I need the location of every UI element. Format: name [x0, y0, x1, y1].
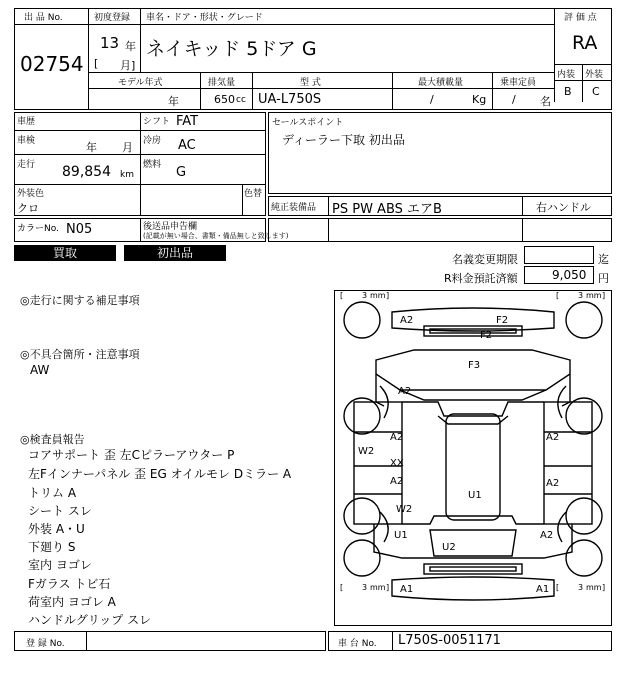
first-listing-badge: 初出品: [124, 245, 226, 261]
mileage-unit: km: [120, 170, 134, 180]
inspector-line: コアサポート 歪 左Cピラーアウター P: [28, 448, 235, 462]
blank-block: [268, 218, 612, 242]
mark-front-bumper-left: A2: [400, 315, 414, 326]
equipment-label: 純正装備品: [271, 203, 317, 213]
svg-text:[: [: [340, 291, 344, 300]
name-change-label: 名義変更期限: [452, 253, 518, 266]
tire-bl-unit: mm: [370, 583, 386, 592]
max-load-unit: Kg: [472, 93, 487, 106]
equipment-value: PS PW ABS エアB: [332, 202, 442, 217]
capacity-label: 乗車定員: [500, 78, 537, 88]
color-no-value: N05: [66, 222, 93, 237]
tire-tl-depth: 3: [362, 291, 368, 300]
svg-text:[: [: [556, 583, 560, 592]
svg-text:]: ]: [386, 583, 390, 592]
history-label: 車歴: [17, 117, 36, 127]
mark-door-rl: A2: [390, 476, 404, 487]
defects-title: ◎不具合箇所・注意事項: [20, 348, 140, 361]
mark-front-bumper-right: F2: [496, 315, 509, 326]
tire-br-depth: 3: [578, 583, 584, 592]
first-reg-month-open: [: [94, 57, 99, 70]
displacement-label: 排気量: [208, 78, 236, 88]
inspector-line: 室内 ヨゴレ: [28, 558, 92, 572]
svg-text:]: ]: [386, 291, 390, 300]
capacity-sep: /: [512, 93, 516, 106]
mileage-value: 89,854: [62, 164, 111, 180]
tire-tr-depth: 3: [578, 291, 584, 300]
displacement-unit: cc: [236, 95, 246, 105]
mark-quarter-right: A2: [540, 530, 554, 541]
inspector-title: ◎検査員報告: [20, 433, 85, 446]
mark-roof: U1: [468, 490, 482, 501]
mark-rear-gate: U2: [442, 542, 456, 553]
first-reg-year: 13: [100, 34, 120, 52]
mark-fender-left: A2: [398, 386, 412, 397]
max-load-label: 最大積載量: [418, 78, 464, 88]
mileage-label: 走行: [17, 160, 36, 170]
model-type: UA-L750S: [258, 92, 322, 107]
first-reg-year-unit: 年: [125, 40, 136, 53]
interior-label: 内装: [557, 70, 576, 80]
chassis-label: 車 台 No.: [338, 639, 377, 649]
ac-label: 冷房: [143, 136, 162, 146]
mark-front-bumper-mid: F2: [480, 330, 493, 341]
first-reg-label: 初度登録: [94, 13, 131, 23]
max-load-sep: /: [430, 93, 434, 106]
mark-door-rl-xx: XX: [390, 458, 404, 469]
lot-label: 出 品 No.: [24, 13, 63, 23]
defects-value: AW: [30, 363, 50, 377]
inspector-line: 外装 A・U: [28, 522, 85, 536]
shift-value: FAT: [176, 114, 199, 129]
purchase-badge: 買取: [14, 245, 116, 261]
sales-point-text: ディーラー下取 初出品: [282, 133, 405, 147]
lot-number: 02754: [20, 52, 84, 76]
recycle-unit: 円: [598, 272, 609, 285]
ac-value: AC: [178, 138, 196, 153]
name-change-suffix: 迄: [598, 253, 609, 266]
mark-quarter-left-w: W2: [396, 504, 413, 515]
registration-label: 登 録 No.: [26, 639, 65, 649]
mark-rear-bumper-left: A1: [400, 584, 414, 595]
inspector-line: 下廻り S: [28, 540, 76, 554]
displacement: 650: [214, 93, 235, 106]
color-no-label: カラーNo.: [17, 224, 59, 234]
mark-door-fl: A2: [390, 432, 404, 443]
sales-point-label: セールスポイント: [272, 118, 344, 128]
type-label: 型 式: [300, 78, 321, 88]
car-diagram: [334, 290, 612, 626]
inspector-line: 荷室内 ヨゴレ A: [28, 595, 116, 609]
exterior-color-label: 外装色: [17, 189, 45, 199]
tire-bl-depth: 3: [362, 583, 368, 592]
grade-label: 評 価 点: [564, 13, 597, 23]
inspector-line: Fガラス トビ石: [28, 577, 111, 591]
mark-rear-bumper-right: A1: [536, 584, 550, 595]
first-reg-month-unit: 月]: [120, 59, 136, 72]
name-change-box: [524, 246, 594, 264]
svg-text:[: [: [340, 583, 344, 592]
mark-door-fl-w: W2: [358, 446, 375, 457]
inspector-line: 左Fインナーパネル 歪 EG オイルモレ Dミラー A: [28, 467, 292, 481]
fuel-label: 燃料: [143, 160, 162, 170]
tire-tr-unit: mm: [586, 291, 602, 300]
steering-value: 右ハンドル: [536, 201, 591, 214]
inspector-line: トリム A: [28, 486, 77, 500]
post-docs-note: (記載が無い場合、書類・備品無しと致します): [143, 232, 289, 240]
inspector-line: ハンドルグリップ スレ: [28, 613, 152, 627]
tire-tl-unit: mm: [370, 291, 386, 300]
color-change-label: 色替: [244, 189, 263, 199]
svg-text:]: ]: [602, 583, 606, 592]
inspector-line: シート スレ: [28, 504, 92, 518]
exterior-color-value: クロ: [17, 202, 39, 215]
driving-notes-title: ◎走行に関する補足事項: [20, 294, 140, 307]
shift-label: シフト: [143, 117, 171, 127]
capacity-unit: 名: [540, 95, 551, 108]
mark-quarter-left: U1: [394, 530, 408, 541]
inspection-month-unit: 月: [122, 141, 133, 154]
overall-grade: RA: [572, 32, 598, 54]
exterior-grade: C: [592, 85, 600, 98]
exterior-label: 外装: [585, 70, 604, 80]
model-year-unit: 年: [168, 95, 179, 108]
interior-grade: B: [564, 85, 572, 98]
mark-door-fr: A2: [546, 432, 560, 443]
post-docs-label: 後送品申告欄: [143, 222, 198, 232]
recycle-amount: 9,050: [552, 268, 587, 282]
model-year-label: モデル年式: [118, 78, 163, 88]
car-name-label: 車名・ドア・形状・グレード: [146, 13, 263, 23]
svg-text:]: ]: [602, 291, 606, 300]
mark-hood: F3: [468, 360, 481, 371]
chassis-number: L750S-0051171: [398, 633, 501, 648]
fuel-value: G: [176, 165, 187, 180]
inspection-year-unit: 年: [86, 141, 97, 154]
mark-door-rr: A2: [546, 478, 560, 489]
svg-text:[: [: [556, 291, 560, 300]
inspection-label: 車検: [17, 136, 36, 146]
car-name: ネイキッド 5ドア G: [146, 38, 317, 60]
tire-br-unit: mm: [586, 583, 602, 592]
recycle-label: R料金預託済額: [444, 272, 518, 285]
